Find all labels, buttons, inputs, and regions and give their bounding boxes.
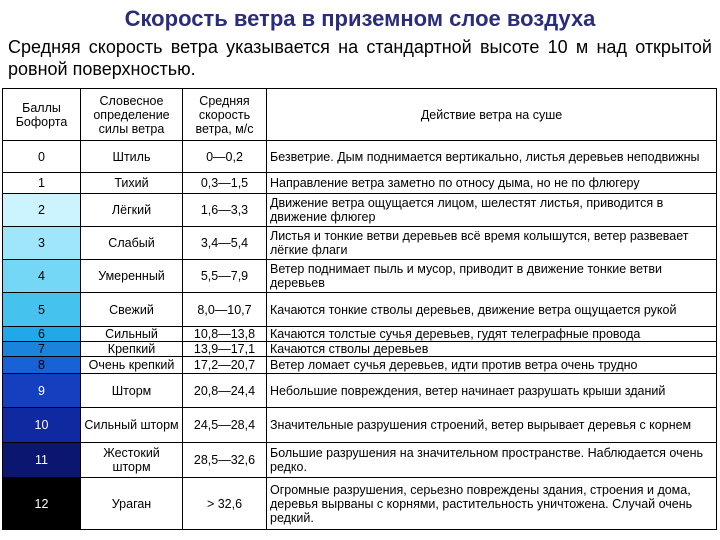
wind-name-cell: Штиль [81,141,183,173]
beaufort-cell: 0 [3,141,81,173]
subtitle: Средняя скорость ветра указывается на стандартной высоте 10 м над открытой ровной поверхностью. [8,37,712,79]
wind-speed-cell: 24,5—28,4 [183,408,267,443]
wind-effect-cell: Небольшие повреждения, ветер начинает разрушать крыши зданий [267,374,717,408]
header-beaufort: Баллы Бофорта [3,89,81,141]
beaufort-table [2,88,717,530]
table-row [3,357,717,374]
wind-name-cell: Слабый [81,227,183,260]
beaufort-cell: 8 [3,357,81,374]
table-header-row [3,89,717,141]
wind-effect-cell: Безветрие. Дым поднимается вертикально, листья деревьев неподвижны [267,141,717,173]
table-row [3,173,717,194]
table-row [3,141,717,173]
page-title: Скорость ветра в приземном слое воздуха [124,6,596,31]
wind-effect-cell: Огромные разрушения, серьезно повреждены здания, строения и дома, деревья вырваны с корнями, растительность уничтожена. Случай очень редкий. [267,478,717,530]
beaufort-cell: 2 [3,194,81,227]
beaufort-cell: 6 [3,327,81,342]
wind-speed-cell: 20,8—24,4 [183,374,267,408]
wind-name-cell: Сильный шторм [81,408,183,443]
header-effect: Действие ветра на суше [267,89,717,141]
wind-name-cell: Очень крепкий [81,357,183,374]
wind-effect-cell: Качаются стволы деревьев [267,342,717,357]
header-speed: Средняя скорость ветра, м/с [183,89,267,141]
wind-effect-cell: Большие разрушения на значительном пространстве. Наблюдается очень редко. [267,443,717,478]
wind-effect-cell: Ветер ломает сучья деревьев, идти против ветра очень трудно [267,357,717,374]
beaufort-cell: 11 [3,443,81,478]
wind-name-cell: Шторм [81,374,183,408]
wind-speed-cell: 28,5—32,6 [183,443,267,478]
wind-effect-cell: Качаются толстые сучья деревьев, гудят телеграфные провода [267,327,717,342]
table-row [3,327,717,342]
wind-name-cell: Жестокий шторм [81,443,183,478]
wind-speed-cell: 1,6—3,3 [183,194,267,227]
wind-speed-cell: 8,0—10,7 [183,293,267,327]
table-row [3,443,717,478]
wind-speed-cell: 13,9—17,1 [183,342,267,357]
table-row [3,227,717,260]
table-row [3,374,717,408]
wind-name-cell: Сильный [81,327,183,342]
beaufort-cell: 3 [3,227,81,260]
table-row [3,342,717,357]
table-row [3,293,717,327]
wind-speed-cell: 5,5—7,9 [183,260,267,293]
beaufort-cell: 1 [3,173,81,194]
wind-name-cell: Крепкий [81,342,183,357]
wind-name-cell: Тихий [81,173,183,194]
beaufort-cell: 12 [3,478,81,530]
wind-speed-cell: 10,8—13,8 [183,327,267,342]
wind-name-cell: Свежий [81,293,183,327]
wind-effect-cell: Качаются тонкие стволы деревьев, движение ветра ощущается рукой [267,293,717,327]
table-row [3,408,717,443]
wind-effect-cell: Листья и тонкие ветви деревьев всё время колышутся, ветер развевает лёгкие флаги [267,227,717,260]
beaufort-cell: 5 [3,293,81,327]
header-name: Словесное определение силы ветра [81,89,183,141]
wind-effect-cell: Направление ветра заметно по относу дыма, но не по флюгеру [267,173,717,194]
wind-speed-cell: > 32,6 [183,478,267,530]
wind-name-cell: Умеренный [81,260,183,293]
beaufort-cell: 9 [3,374,81,408]
wind-speed-cell: 0—0,2 [183,141,267,173]
wind-speed-cell: 0,3—1,5 [183,173,267,194]
wind-effect-cell: Значительные разрушения строений, ветер вырывает деревья с корнем [267,408,717,443]
wind-effect-cell: Движение ветра ощущается лицом, шелестят листья, приводится в движение флюгер [267,194,717,227]
beaufort-cell: 7 [3,342,81,357]
wind-name-cell: Лёгкий [81,194,183,227]
table-row [3,478,717,530]
table-row [3,260,717,293]
wind-effect-cell: Ветер поднимает пыль и мусор, приводит в движение тонкие ветви деревьев [267,260,717,293]
wind-speed-cell: 3,4—5,4 [183,227,267,260]
wind-speed-cell: 17,2—20,7 [183,357,267,374]
beaufort-cell: 4 [3,260,81,293]
wind-name-cell: Ураган [81,478,183,530]
table-row [3,194,717,227]
beaufort-cell: 10 [3,408,81,443]
